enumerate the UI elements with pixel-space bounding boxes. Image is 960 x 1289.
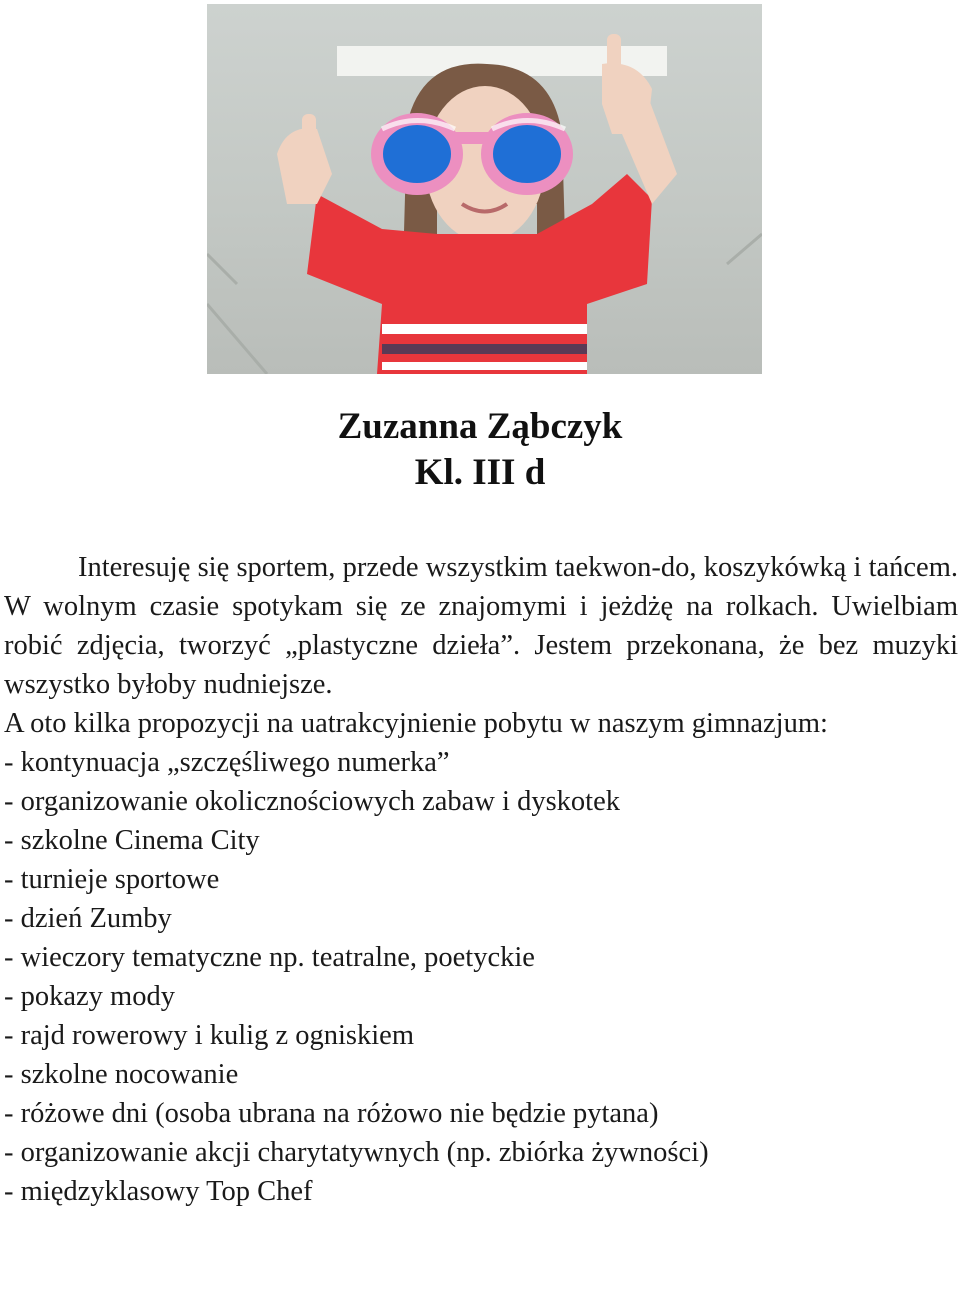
right-thumb [607, 34, 621, 74]
list-item: - szkolne nocowanie [4, 1059, 239, 1090]
list-item: - turnieje sportowe [4, 864, 220, 895]
proposals-list [4, 743, 958, 1211]
list-item: - szkolne Cinema City [4, 825, 260, 856]
list-item: - organizowanie akcji charytatywnych (np. zbiórka żywności) [4, 1137, 709, 1168]
left-thumb [302, 114, 316, 144]
class-label: Kl. III d [414, 452, 546, 493]
list-item: - dzień Zumby [4, 903, 172, 934]
list-item: - rajd rowerowy i kulig z ogniskiem [4, 1020, 414, 1051]
portrait-illustration [207, 4, 762, 374]
list-item: - różowe dni (osoba ubrana na różowo nie będzie pytana) [4, 1098, 659, 1129]
list-item: - kontynuacja „szczęśliwego numerka” [4, 747, 450, 778]
list-item: - pokazy mody [4, 981, 175, 1012]
list-item: - wieczory tematyczne np. teatralne, poetyckie [4, 942, 535, 973]
portrait-photo [207, 4, 762, 374]
list-item: - organizowanie okolicznościowych zabaw i dyskotek [4, 786, 620, 817]
person-name: Zuzanna Ząbczyk [337, 406, 623, 447]
page-heading [0, 404, 960, 496]
list-item: - międzyklasowy Top Chef [4, 1176, 313, 1207]
article-body [4, 548, 958, 1211]
proposals-intro: A oto kilka propozycji na uatrakcyjnienie pobytu w naszym gimnazjum: [4, 708, 828, 739]
intro-paragraph: Interesuję się sportem, przede wszystkim taekwon-do, koszykówką i tańcem. W wolnym czasie spotykam się ze znajomymi i jeżdżę na rolkach. Uwielbiam robić zdjęcia, tworzyć „plastyczne dzieła”. Jestem przekonana, że bez muzyki wszystko byłoby nudniejsze. [4, 552, 958, 700]
